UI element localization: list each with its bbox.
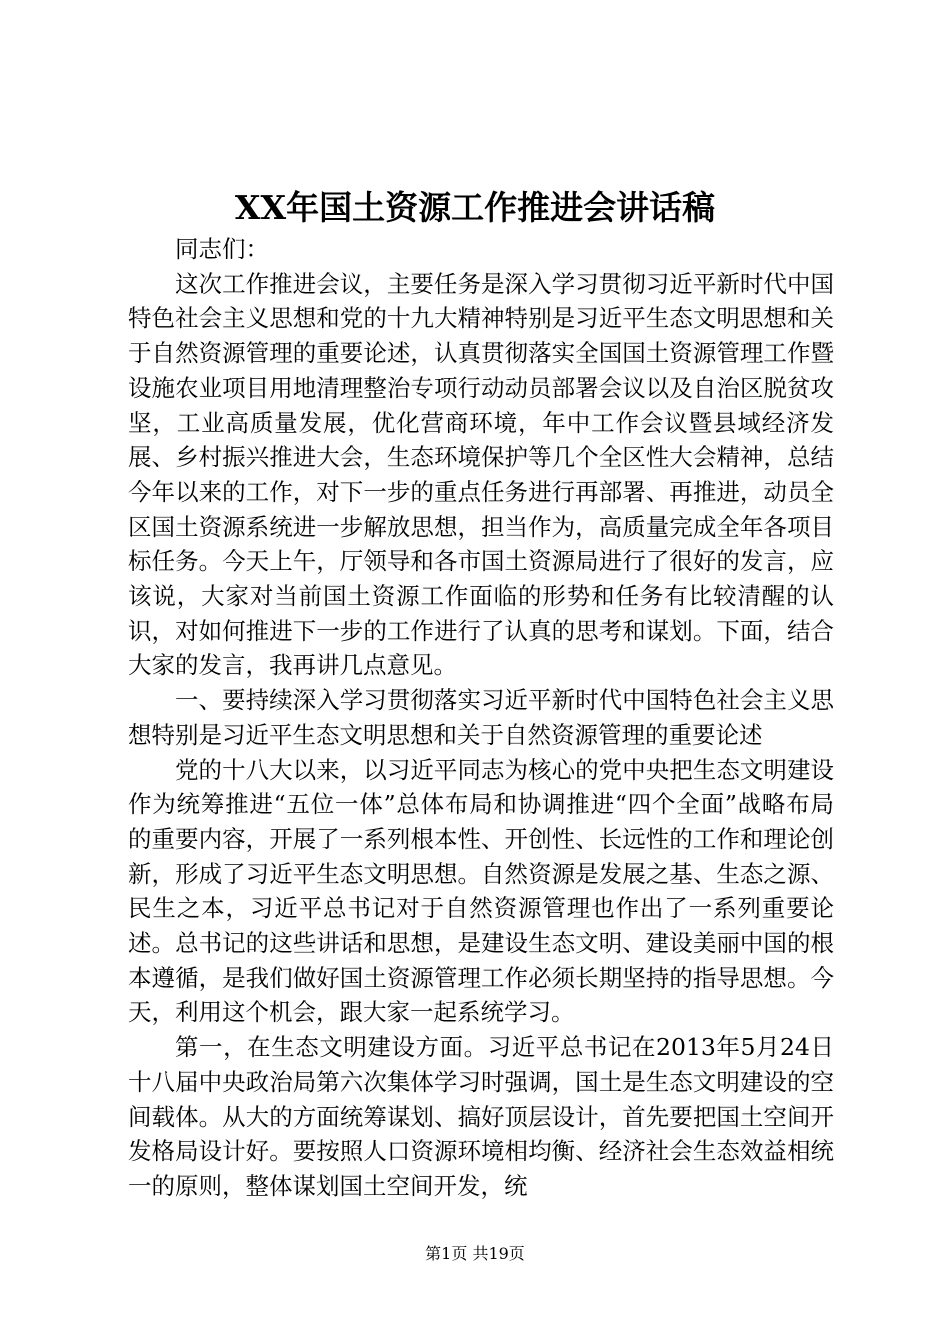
document-title: XX年国土资源工作推进会讲话稿 (234, 188, 716, 227)
section-heading-1: 一、要持续深入学习贯彻落实习近平新时代中国特色社会主义思想特别是习近平生态文明思想和关于自然资源管理的重要论述 (128, 686, 834, 749)
paragraph-first-point: 第一，在生态文明建设方面。习近平总书记在2013年5月24日十八届中央政治局第六次集体学习时强调，国土是生态文明建设的空间载体。从大的方面统筹谋划、搞好顶层设计，首先要把国土空间开发格局设计好。要按照人口资源环境相均衡、经济社会生态效益相统一的原则，整体谋划国土空间开发，统 (128, 1033, 834, 1200)
paragraph-section-1: 党的十八大以来，以习近平同志为核心的党中央把生态文明建设作为统筹推进“五位一体”总体布局和协调推进“四个全面”战略布局的重要内容，开展了一系列根本性、开创性、长远性的工作和理论创新，形成了习近平生态文明思想。自然资源是发展之基、生态之源、民生之本，习近平总书记对于自然资源管理也作出了一系列重要论述。总书记的这些讲话和思想，是建设生态文明、建设美丽中国的根本遵循，是我们做好国土资源管理工作必须长期坚持的指导思想。今天，利用这个机会，跟大家一起系统学习。 (128, 755, 834, 1027)
paragraph-intro: 这次工作推进会议，主要任务是深入学习贯彻习近平新时代中国特色社会主义思想和党的十九大精神特别是习近平生态文明思想和关于自然资源管理的重要论述，认真贯彻落实全国国土资源管理工作暨设施农业项目用地清理整治专项行动动员部署会议以及自治区脱贫攻坚，工业高质量发展，优化营商环境，年中工作会议暨县域经济发展、乡村振兴推进大会，生态环境保护等几个全区性大会精神，总结今年以来的工作，对下一步的重点任务进行再部署、再推进，动员全区国土资源系统进一步解放思想，担当作为，高质量完成全年各项目标任务。今天上午，厅领导和各市国土资源局进行了很好的发言，应该说，大家对当前国土资源工作面临的形势和任务有比较清醒的认识，对如何推进下一步的工作进行了认真的思考和谋划。下面，结合大家的发言，我再讲几点意见。 (128, 269, 834, 680)
salutation: 同志们： (175, 235, 269, 263)
document-body (128, 232, 834, 1204)
page-footer: 第1页 共19页 (425, 1244, 525, 1263)
